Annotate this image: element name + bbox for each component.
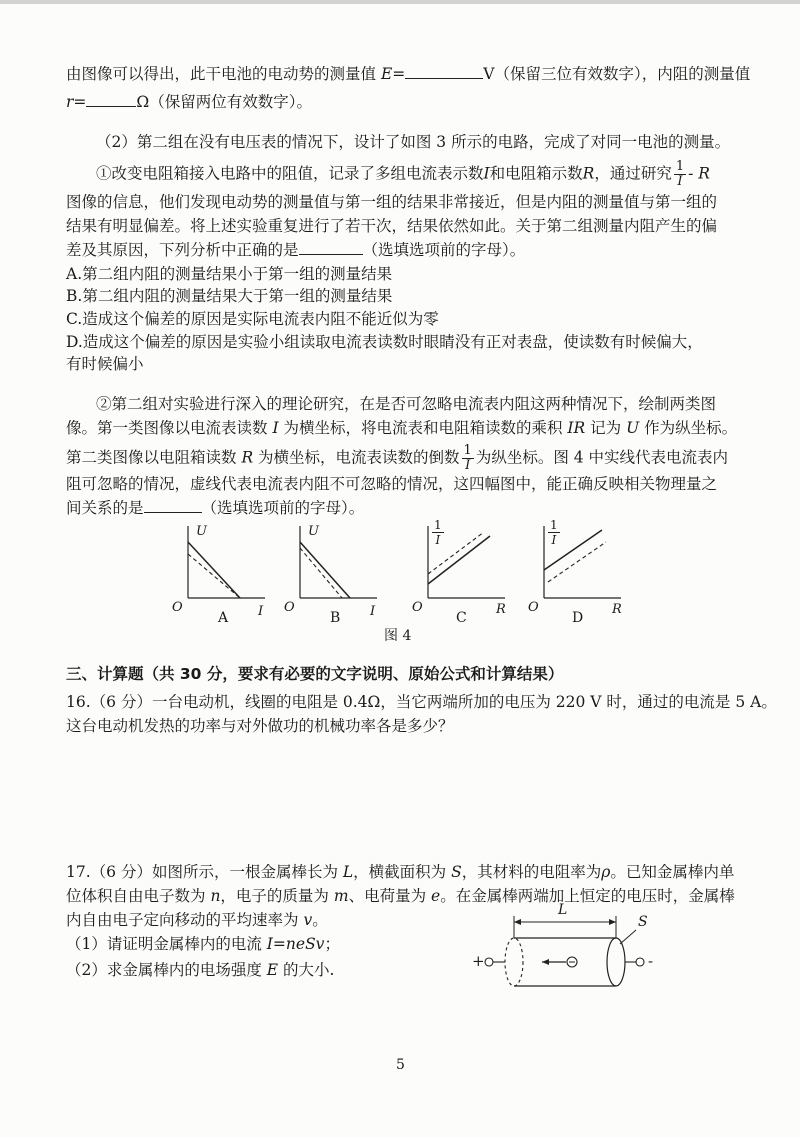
answer-blank-emf[interactable] xyxy=(405,64,483,79)
part2-line4 xyxy=(66,240,525,260)
var-IR: IR xyxy=(567,419,586,437)
answer-blank-q1[interactable] xyxy=(299,240,363,255)
frac-num: 1 xyxy=(463,443,472,458)
var-L: L xyxy=(342,863,354,881)
text: Ω（保留两位有效数字）。 xyxy=(136,93,313,111)
var-r: r xyxy=(66,93,74,111)
graph-C-plot xyxy=(410,518,510,608)
text: 像。第一类图像以电流表读数 xyxy=(66,419,273,437)
metal-rod-figure xyxy=(470,902,660,998)
x-label: I xyxy=(258,604,264,619)
q17-line3 xyxy=(66,910,328,930)
origin-label: O xyxy=(412,600,423,615)
text: 差及其原因，下列分析中正确的是 xyxy=(66,241,299,259)
graph-D xyxy=(526,518,626,628)
length-label: L xyxy=(558,902,568,918)
text: 作为纵坐标。 xyxy=(639,419,738,437)
y-label: U xyxy=(308,524,319,539)
graph-letter: C xyxy=(456,610,467,626)
text: （选填选项前的字母）。 xyxy=(362,241,526,259)
text: V（保留三位有效数字），内阻的测量值 xyxy=(483,65,751,83)
text: 为纵坐标。图 4 中实线代表电流表内 xyxy=(475,448,729,467)
q17-line1 xyxy=(66,862,734,882)
dashed-line xyxy=(300,548,342,598)
frac-num: 1 xyxy=(550,518,558,532)
var-n: n xyxy=(210,887,221,905)
text: 17.（6 分）如图所示，一根金属棒长为 xyxy=(66,863,343,881)
text: ； xyxy=(324,935,340,953)
text: 和电阻箱示数 xyxy=(489,164,583,183)
left-terminal xyxy=(485,958,493,966)
var-S: S xyxy=(451,863,462,881)
rod-right-end xyxy=(607,938,625,986)
origin-label: O xyxy=(172,600,183,615)
answer-blank-r[interactable] xyxy=(86,92,136,107)
graph-A-plot xyxy=(170,518,270,608)
text: 间关系的是 xyxy=(66,499,144,517)
scan-top-edge xyxy=(0,0,800,4)
text: 由图像可以得出，此干电池的电动势的测量值 xyxy=(66,65,381,83)
part2-line2: 图像的信息，他们发现电动势的测量值与第一组的结果非常接近，但是内阻的测量值与第一组的 xyxy=(66,193,718,211)
text: ，横截面积为 xyxy=(353,863,452,881)
text: 为横坐标，电流表读数的倒数 xyxy=(253,448,460,467)
var-E: E xyxy=(266,961,279,979)
var-m: m xyxy=(333,887,349,905)
graph-A xyxy=(170,518,270,628)
option-B: B.第二组内阻的测量结果大于第一组的测量结果 xyxy=(66,287,393,305)
var-I: I xyxy=(483,164,490,183)
velocity-arrow-head xyxy=(542,959,549,965)
arrow-head-left xyxy=(514,919,521,925)
graph-B-plot xyxy=(282,518,382,608)
answer-blank-q2[interactable] xyxy=(144,498,202,513)
option-A: A.第二组内阻的测量结果小于第一组的测量结果 xyxy=(66,265,393,283)
text: ，电子的质量为 xyxy=(220,887,334,905)
plus-terminal-label: + xyxy=(472,952,485,970)
x-label: I xyxy=(370,604,376,619)
part2b-line3 xyxy=(66,444,728,473)
q17-sub1 xyxy=(66,934,340,954)
var-R: R xyxy=(582,164,595,183)
answer-line-r xyxy=(66,92,312,112)
part2-intro: （2）第二组在没有电压表的情况下，设计了如图 3 所示的电路，完成了对同一电池的测量。 xyxy=(96,133,731,151)
y-label-fraction xyxy=(548,518,560,547)
text: = xyxy=(392,65,406,83)
text: ，其材料的电阻率为 xyxy=(461,863,602,881)
solid-line xyxy=(300,542,350,598)
q17-sub2 xyxy=(66,960,334,980)
option-D-line2: 有时候偏小 xyxy=(66,355,144,373)
figure-4-caption: 图 4 xyxy=(384,628,412,644)
var-v: v xyxy=(303,911,313,929)
text: （选填选项前的字母）。 xyxy=(201,499,365,517)
frac-num: 1 xyxy=(434,518,442,532)
graph-D-plot xyxy=(526,518,626,608)
text: - R xyxy=(688,164,710,183)
frac-den: I xyxy=(551,533,557,547)
q17-line2 xyxy=(66,886,735,906)
var-e: e xyxy=(431,887,441,905)
text: ，通过研究 xyxy=(594,164,672,183)
graph-letter: B xyxy=(330,610,341,626)
part2b-line4: 阻可忽略的情况，虚线代表电流表内阻不可忽略的情况，这四幅图中，能正确反映相关物理量之 xyxy=(66,475,718,493)
area-label: S xyxy=(638,914,648,930)
text: 的大小. xyxy=(278,961,335,979)
text: = xyxy=(73,93,87,111)
q16-line2: 这台电动机发热的功率与对外做功的机械功率各是多少？ xyxy=(66,717,454,735)
text: 。 xyxy=(312,911,328,929)
x-label: R xyxy=(496,602,506,617)
var-E: E xyxy=(380,65,393,83)
frac-den: I xyxy=(435,533,441,547)
text: （2）求金属棒内的电场强度 xyxy=(66,961,267,979)
origin-label: O xyxy=(528,600,539,615)
arrow-head-right xyxy=(609,919,616,925)
part2b-line5 xyxy=(66,498,364,518)
graph-B xyxy=(282,518,382,628)
text: 、电荷量为 xyxy=(348,887,431,905)
graph-letter: D xyxy=(572,610,584,626)
text: （1）请证明金属棒内的电流 xyxy=(66,935,267,953)
area-leader xyxy=(620,930,636,944)
graph-C xyxy=(410,518,510,628)
text: 位体积自由电子数为 xyxy=(66,887,211,905)
var-I: I xyxy=(272,419,279,437)
text: 。在金属棒两端加上恒定的电压时，金属棒 xyxy=(440,887,735,905)
text: ①改变电阻箱接入电路中的阻值，记录了多组电流表示数 xyxy=(96,164,484,183)
solid-line xyxy=(188,542,240,598)
fraction-1-over-I xyxy=(674,160,686,189)
var-U: U xyxy=(626,419,640,437)
part2b-line1: ②第二组对实验进行深入的理论研究，在是否可忽略电流表内阻这两种情况下，绘制两类图 xyxy=(96,395,717,413)
origin-label: O xyxy=(284,600,295,615)
part2-item1-line1 xyxy=(96,160,710,189)
rod-left-end xyxy=(505,938,523,986)
text: 。已知金属棒内单 xyxy=(610,863,735,881)
part2b-line2 xyxy=(66,418,737,438)
frac-den: I xyxy=(677,174,683,189)
frac-num: 1 xyxy=(675,159,685,174)
part2-line3: 结果有明显偏差。将上述实验重复进行了若干次，结果依然如此。关于第二组测量内阻产生的偏 xyxy=(66,217,718,235)
minus-terminal-label: - xyxy=(648,952,654,970)
text: 第二类图像以电阻箱读数 xyxy=(66,448,242,467)
text: 内自由电子定向移动的平均速率为 xyxy=(66,911,304,929)
section-3-title: 三、计算题（共 30 分，要求有必要的文字说明、原始公式和计算结果） xyxy=(66,665,564,683)
rod-diagram xyxy=(470,908,660,998)
option-D-line1: D.造成这个偏差的原因是实验小组读取电流表读数时眼睛没有正对表盘，使读数有时候偏大， xyxy=(66,333,703,351)
text: 记为 xyxy=(585,419,627,437)
x-label: R xyxy=(612,602,622,617)
graph-letter: A xyxy=(218,610,229,626)
formula-I: I=neSv xyxy=(266,935,325,953)
page-number: 5 xyxy=(396,1057,405,1073)
var-rho: ρ xyxy=(601,863,611,881)
dashed-line xyxy=(188,554,240,598)
option-C: C.造成这个偏差的原因是实际电流表内阻不能近似为零 xyxy=(66,310,439,328)
frac-den: I xyxy=(465,458,471,473)
answer-line-emf xyxy=(66,64,750,84)
y-label-fraction xyxy=(432,518,444,547)
right-terminal xyxy=(636,958,644,966)
y-label: U xyxy=(196,524,207,539)
var-R: R xyxy=(241,448,254,467)
fraction-1-over-I xyxy=(462,444,474,473)
text: 为横坐标，将电流表和电阻箱读数的乘积 xyxy=(278,419,568,437)
q16-line1: 16.（6 分）一台电动机，线圈的电阻是 0.4Ω，当它两端所加的电压为 220 V 时，通过的电流是 5 A。 xyxy=(66,693,777,711)
